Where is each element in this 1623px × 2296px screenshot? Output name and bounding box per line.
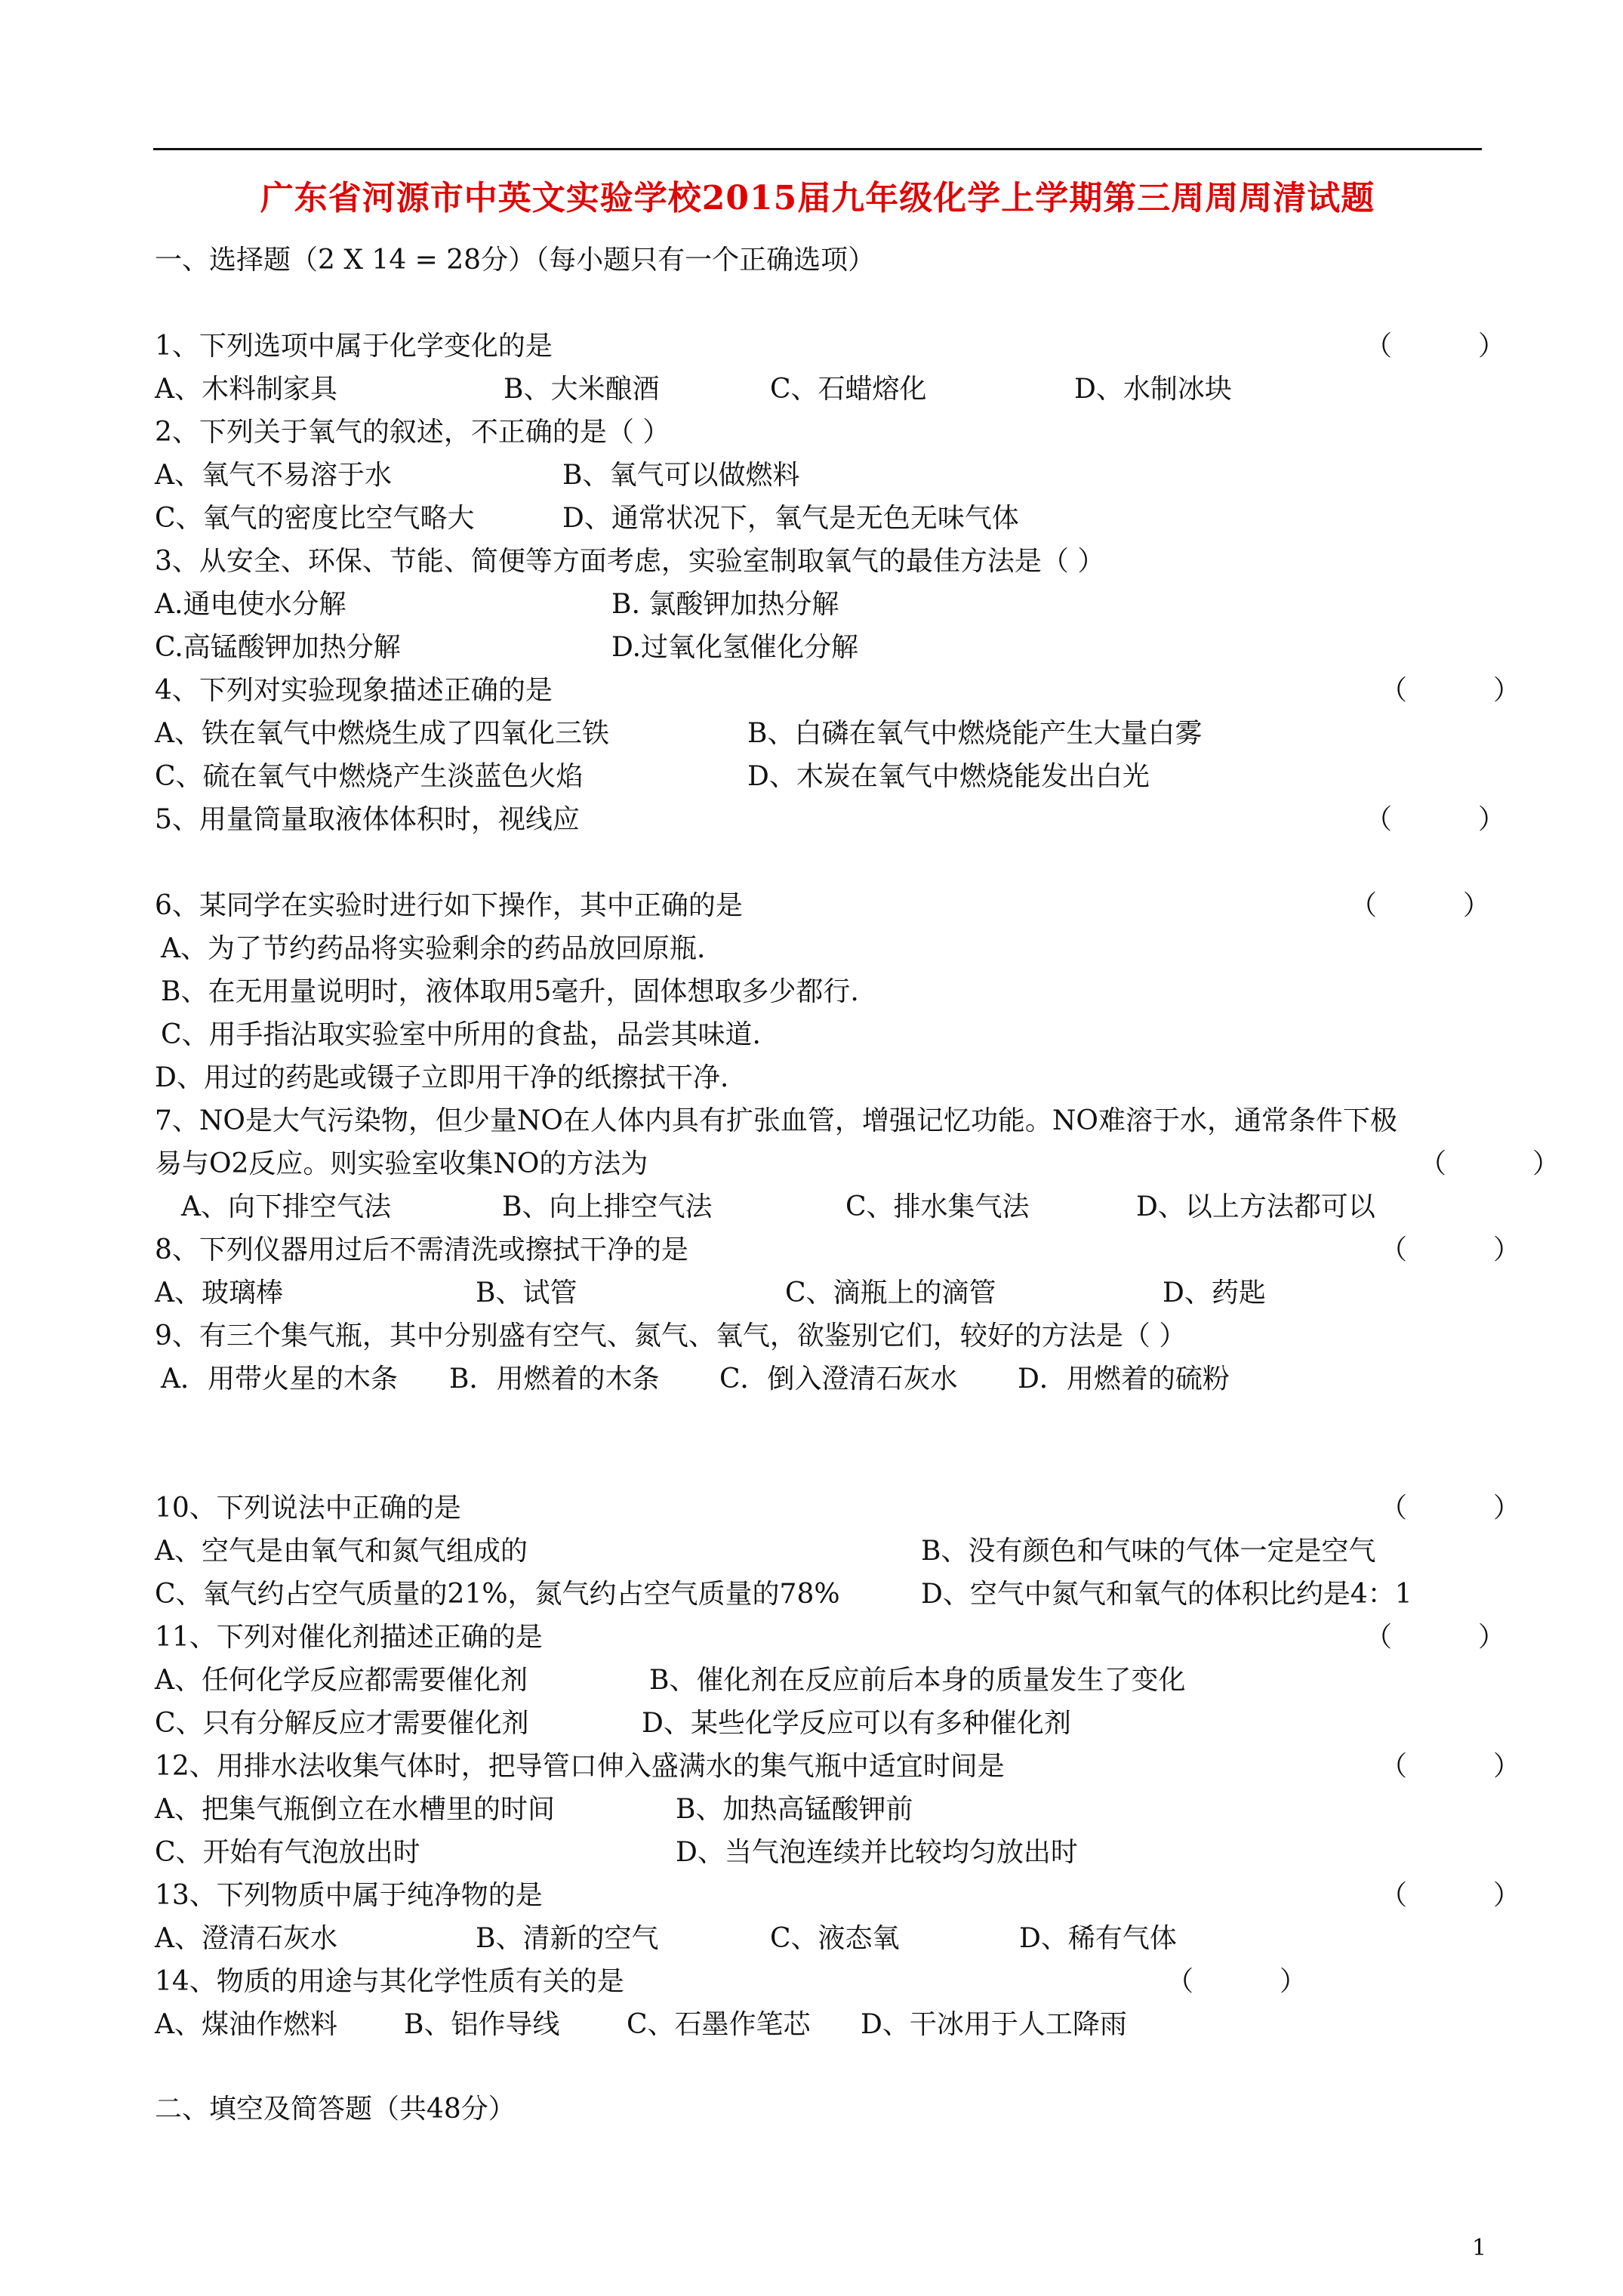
- question-6-option-b: B、在无用量说明时，液体取用5毫升，固体想取多少都行.: [161, 976, 859, 1007]
- option-a: A、氧气不易溶于水: [155, 460, 392, 491]
- question-10-stem: 10、下列说法中正确的是: [155, 1493, 461, 1524]
- answer-blank: （ ）: [1380, 1751, 1521, 1782]
- option-d: D、以上方法都可以: [1136, 1191, 1375, 1222]
- option-d: D、干冰用于人工降雨: [861, 2009, 1127, 2040]
- option-b: B、氧气可以做燃料: [562, 460, 800, 491]
- option-d: D、空气中氮气和氧气的体积比约是4：1: [921, 1579, 1412, 1610]
- option-a: A、木料制家具: [155, 374, 337, 405]
- answer-blank: （ ）: [1380, 1493, 1521, 1524]
- option-b: B、催化剂在反应前后本身的质量发生了变化: [649, 1665, 1186, 1696]
- page-title: 广东省河源市中英文实验学校2015届九年级化学上学期第三周周周清试题: [260, 179, 1375, 217]
- header-rule: [153, 148, 1482, 150]
- question-9-stem: 9、有三个集气瓶，其中分别盛有空气、氮气、氧气，欲鉴别它们，较好的方法是（ ）: [155, 1321, 1187, 1351]
- question-11-stem: 11、下列对催化剂描述正确的是: [155, 1622, 543, 1653]
- question-2-stem: 2、下列关于氧气的叙述，不正确的是（ ）: [155, 417, 670, 448]
- option-c: C、开始有气泡放出时: [155, 1837, 420, 1868]
- question-6-stem: 6、某同学在实验时进行如下操作，其中正确的是: [155, 890, 743, 921]
- answer-blank: （ ）: [1380, 675, 1521, 706]
- question-13-stem: 13、下列物质中属于纯净物的是: [155, 1880, 543, 1911]
- option-c: C、滴瓶上的滴管: [785, 1277, 996, 1308]
- option-a: A、煤油作燃料: [155, 2009, 337, 2040]
- option-b: B、大米酿酒: [504, 374, 660, 405]
- answer-blank: （ ）: [1380, 1234, 1521, 1265]
- option-a: A、把集气瓶倒立在水槽里的时间: [155, 1794, 555, 1825]
- answer-blank: （ ）: [1365, 1622, 1506, 1653]
- option-a: A、向下排空气法: [181, 1191, 391, 1222]
- option-c: C、石墨作笔芯: [627, 2009, 811, 2040]
- option-b: B、白磷在氧气中燃烧能产生大量白雾: [747, 718, 1203, 749]
- question-8-stem: 8、下列仪器用过后不需清洗或擦拭干净的是: [155, 1234, 688, 1265]
- option-d: D、通常状况下，氧气是无色无味气体: [562, 503, 1019, 534]
- answer-blank: （ ）: [1365, 331, 1506, 362]
- question-7-stem-1: 7、NO是大气污染物，但少量NO在人体内具有扩张血管，增强记忆功能。NO难溶于水，通常条件下极: [155, 1105, 1397, 1136]
- option-b: B、没有颜色和气味的气体一定是空气: [921, 1536, 1376, 1567]
- question-5-stem: 5、用量筒量取液体体积时，视线应: [155, 804, 580, 835]
- option-a: A、空气是由氧气和氮气组成的: [155, 1536, 528, 1567]
- answer-blank: （ ）: [1380, 1880, 1521, 1911]
- option-a: A、玻璃棒: [155, 1277, 283, 1308]
- option-b: B. 氯酸钾加热分解: [611, 589, 839, 620]
- option-a: A、任何化学反应都需要催化剂: [155, 1665, 528, 1696]
- option-c: C、氧气的密度比空气略大: [155, 503, 475, 534]
- question-6-option-d: D、用过的药匙或镊子立即用干净的纸擦拭干净.: [155, 1062, 729, 1093]
- section-2-heading: 二、填空及简答题（共48分）: [155, 2094, 516, 2125]
- option-c: C.高锰酸钾加热分解: [155, 632, 401, 663]
- answer-blank: （ ）: [1365, 804, 1506, 835]
- option-c: C．倒入澄清石灰水: [719, 1364, 958, 1395]
- answer-blank: （ ）: [1166, 1966, 1307, 1997]
- option-a: A.通电使水分解: [155, 589, 346, 620]
- option-d: D．用燃着的硫粉: [1018, 1364, 1230, 1395]
- option-c: C、石蜡熔化: [770, 374, 927, 405]
- option-a: A．用带火星的木条: [161, 1364, 398, 1395]
- option-d: D、木炭在氧气中燃烧能发出白光: [747, 761, 1150, 792]
- option-d: D.过氧化氢催化分解: [611, 632, 859, 663]
- option-b: B、向上排空气法: [502, 1191, 713, 1222]
- option-d: D、某些化学反应可以有多种催化剂: [642, 1708, 1071, 1739]
- section-1-heading: 一、选择题（2 X 14 = 28分）（每小题只有一个正确选项）: [155, 245, 876, 276]
- question-12-stem: 12、用排水法收集气体时，把导管口伸入盛满水的集气瓶中适宜时间是: [155, 1751, 1005, 1782]
- question-7-stem-2: 易与O2反应。则实验室收集NO的方法为: [155, 1148, 648, 1179]
- option-d: D、当气泡连续并比较均匀放出时: [676, 1837, 1078, 1868]
- question-14-stem: 14、物质的用途与其化学性质有关的是: [155, 1966, 624, 1997]
- option-b: B、加热高锰酸钾前: [676, 1794, 913, 1825]
- option-c: C、硫在氧气中燃烧产生淡蓝色火焰: [155, 761, 584, 792]
- option-a: A、铁在氧气中燃烧生成了四氧化三铁: [155, 718, 609, 749]
- question-6-option-c: C、用手指沾取实验室中所用的食盐，品尝其味道.: [161, 1019, 761, 1050]
- option-b: B、铝作导线: [404, 2009, 560, 2040]
- answer-blank: （ ）: [1350, 890, 1491, 921]
- option-b: B．用燃着的木条: [449, 1364, 660, 1395]
- page-number: 1: [1472, 2235, 1487, 2261]
- option-c: C、只有分解反应才需要催化剂: [155, 1708, 529, 1739]
- answer-blank: （ ）: [1419, 1148, 1560, 1179]
- option-b: B、清新的空气: [476, 1923, 659, 1954]
- option-c: C、氧气约占空气质量的21%，氮气约占空气质量的78%: [155, 1579, 840, 1610]
- question-1-stem: 1、下列选项中属于化学变化的是: [155, 331, 553, 362]
- question-3-stem: 3、从安全、环保、节能、简便等方面考虑，实验室制取氧气的最佳方法是（ ）: [155, 546, 1105, 577]
- option-d: D、稀有气体: [1019, 1923, 1177, 1954]
- option-d: D、水制冰块: [1074, 374, 1232, 405]
- question-4-stem: 4、下列对实验现象描述正确的是: [155, 675, 553, 706]
- option-c: C、液态氧: [770, 1923, 900, 1954]
- option-b: B、试管: [476, 1277, 577, 1308]
- option-a: A、澄清石灰水: [155, 1923, 337, 1954]
- option-c: C、排水集气法: [845, 1191, 1030, 1222]
- option-d: D、药匙: [1163, 1277, 1266, 1308]
- question-6-option-a: A、为了节约药品将实验剩余的药品放回原瓶.: [161, 933, 706, 964]
